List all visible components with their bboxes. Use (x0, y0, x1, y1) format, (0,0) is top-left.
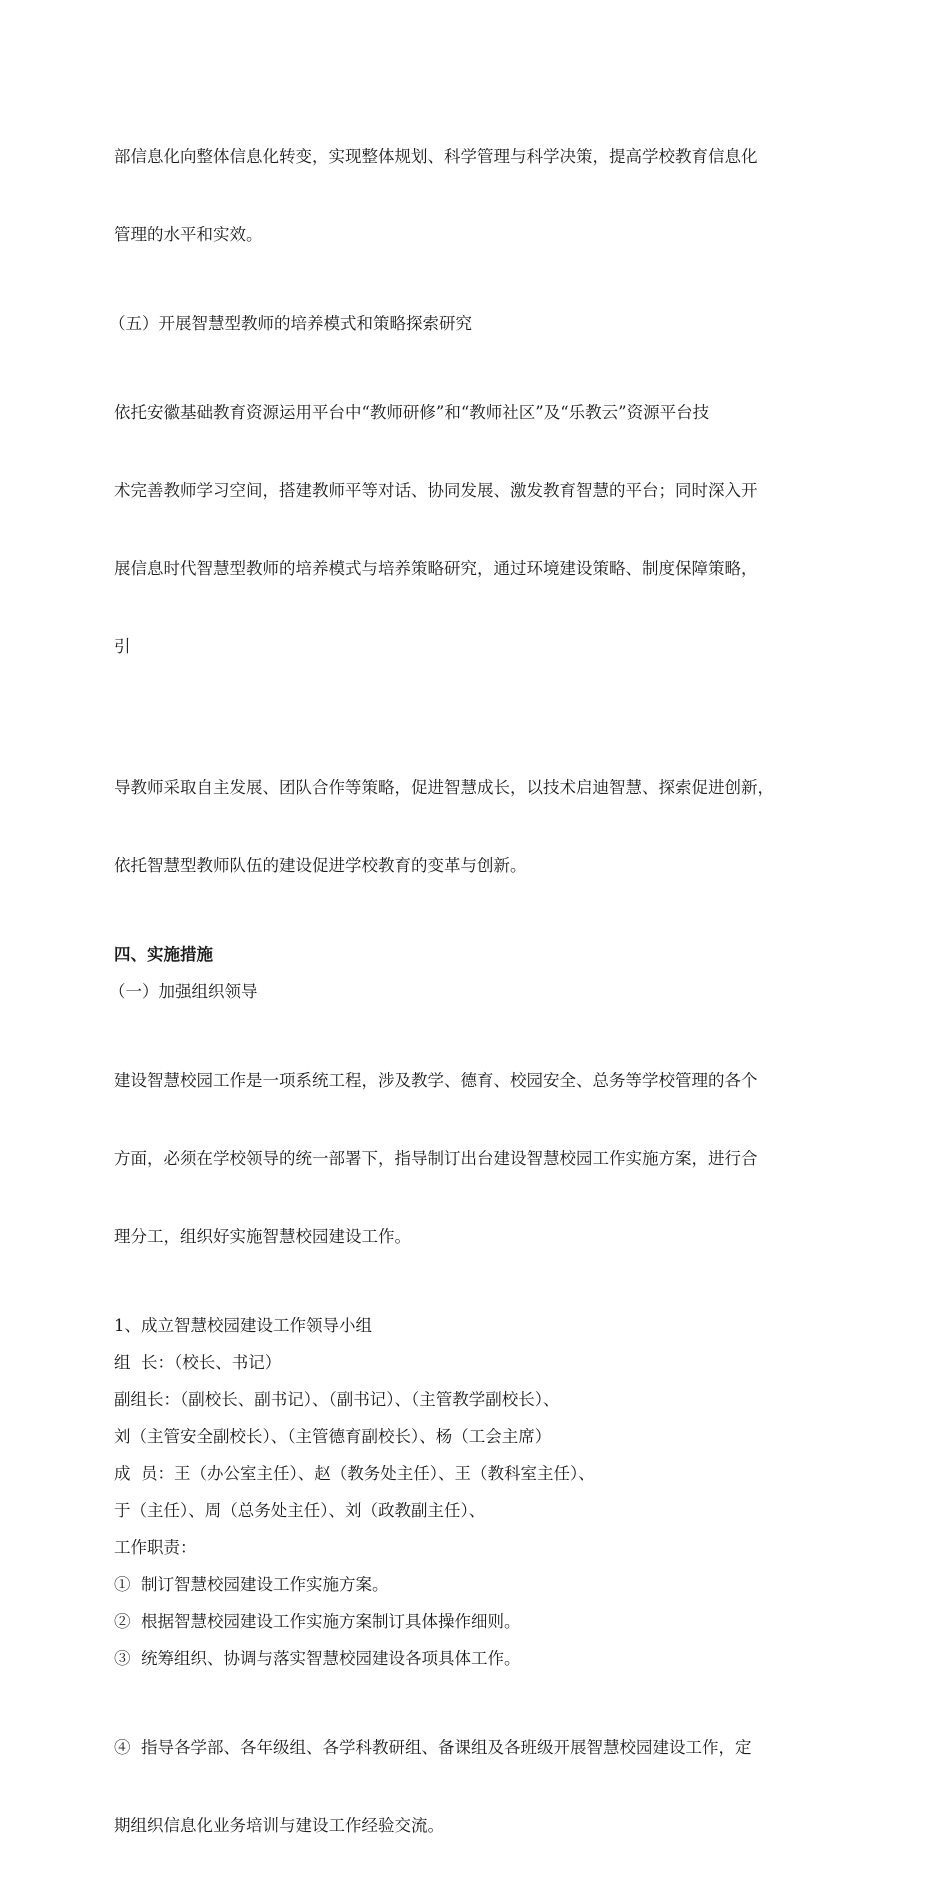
deputy-line-1: 副组长：（副校长、副书记）、（副书记）、（主管教学副校长）、 (114, 1390, 560, 1409)
member-line-2: 于（主任）、周（总务处主任）、刘（政教副主任）、 (114, 1501, 486, 1520)
text-line: 管理的水平和实效。 (114, 225, 263, 244)
text-line: 术完善教师学习空间，搭建教师平等对话、协同发展、激发教育智慧的平台；同时深入开 (114, 481, 758, 500)
text-line: 依托安徽基础教育资源运用平台中“教师研修”和“教师社区”及“乐教云”资源平台技 (114, 403, 710, 422)
text-line: 建设智慧校园工作是一项系统工程，涉及教学、德育、校园安全、总务等学校管理的各个 (114, 1071, 758, 1090)
paragraph-teacher-platform (114, 348, 838, 712)
member-line-1: 成 员：王（办公室主任）、赵（教务处主任）、王（教科室主任）、 (114, 1464, 595, 1483)
duty-item-3: ③ 统筹组织、协调与落实智慧校园建设各项具体工作。 (114, 1649, 521, 1668)
text-line: 依托智慧型教师队伍的建设促进学校教育的变革与创新。 (114, 856, 527, 875)
text-line: 部信息化向整体信息化转变，实现整体规划、科学管理与科学决策，提高学校教育信息化 (114, 147, 758, 166)
list-item-leadership-group: 1、成立智慧校园建设工作领导小组 (114, 1316, 372, 1335)
leader-line: 组 长：（校长、书记） (114, 1353, 282, 1372)
subheading-one: （一）加强组织领导 (109, 982, 258, 1001)
text-line: 导教师采取自主发展、团队合作等策略，促进智慧成长，以技术启迪智慧、探索促进创新， (114, 778, 774, 797)
subheading-five: （五）开展智慧型教师的培养模式和策略探索研究 (109, 314, 472, 333)
deputy-line-2: 刘（主管安全副校长）、（主管德育副校长）、杨（工会主席） (114, 1427, 552, 1446)
text-line: 理分工，组织好实施智慧校园建设工作。 (114, 1227, 411, 1246)
duties-label: 工作职责： (114, 1538, 197, 1557)
text-line: 方面，必须在学校领导的统一部署下，指导制订出台建设智慧校园工作实施方案，进行合 (114, 1149, 758, 1168)
text-line: 引 (114, 637, 131, 656)
section-heading-implementation: 四、实施措施 (114, 945, 213, 964)
text-line: 展信息时代智慧型教师的培养模式与培养策略研究，通过环境建设策略、制度保障策略， (114, 559, 758, 578)
paragraph-teacher-strategy (114, 723, 838, 931)
duty-item-2: ② 根据智慧校园建设工作实施方案制订具体操作细则。 (114, 1612, 521, 1631)
duty-item-1: ① 制订智慧校园建设工作实施方案。 (114, 1575, 389, 1594)
duty-item-4 (114, 1683, 838, 1891)
text-line: ④ 指导各学部、各年级组、各学科教研组、备课组及各班级开展智慧校园建设工作，定 (114, 1738, 752, 1757)
document-page (109, 92, 838, 1891)
paragraph-organization (114, 1016, 838, 1302)
paragraph-informatization (114, 92, 838, 300)
text-line: 期组织信息化业务培训与建设工作经验交流。 (114, 1816, 444, 1835)
